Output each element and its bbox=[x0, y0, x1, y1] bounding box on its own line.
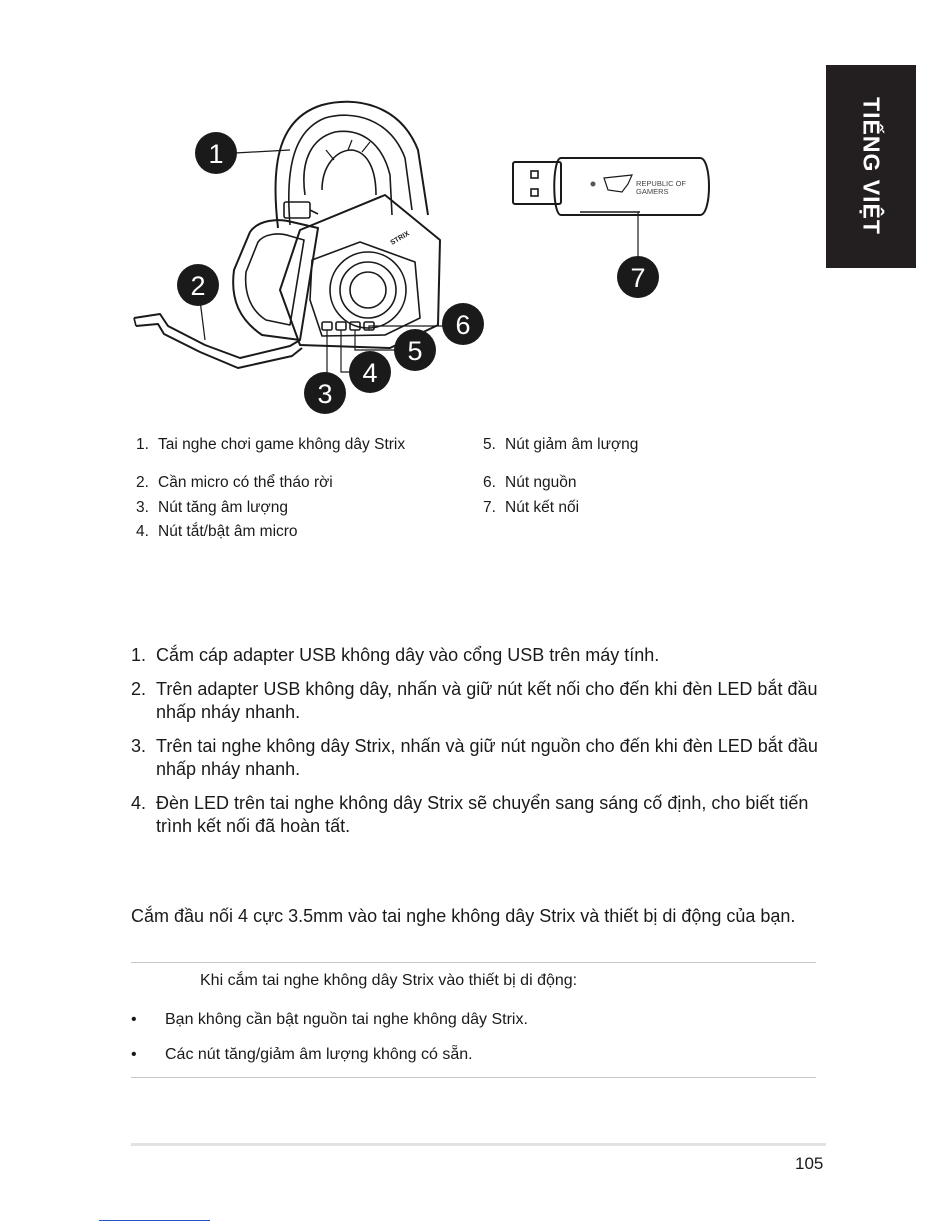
legend-text: Nút tắt/bật âm micro bbox=[158, 523, 298, 540]
footer-link-underline bbox=[99, 1220, 210, 1221]
footer-divider bbox=[131, 1143, 826, 1146]
note-bullet bbox=[131, 1046, 473, 1064]
step-number: 2. bbox=[131, 679, 147, 699]
step-text: Cắm cáp adapter USB không dây vào cổng USB trên máy tính. bbox=[156, 645, 660, 665]
step-number: 4. bbox=[131, 793, 147, 813]
legend-text: Nút giảm âm lượng bbox=[505, 436, 639, 453]
step-item bbox=[131, 792, 821, 838]
headset-brand-text: STRIX bbox=[389, 230, 411, 247]
step-number: 1. bbox=[131, 645, 147, 665]
callout-4-label: 4 bbox=[362, 358, 378, 388]
step-text: Trên adapter USB không dây, nhấn và giữ nút kết nối cho đến khi đèn LED bắt đầu nhấp nháy nhanh. bbox=[156, 679, 818, 722]
callout-2-label: 2 bbox=[190, 271, 206, 301]
step-item bbox=[131, 735, 821, 781]
headset-drawing bbox=[134, 102, 440, 368]
bullet-dot: • bbox=[131, 1046, 137, 1063]
step-item bbox=[131, 644, 821, 667]
callout-1-label: 1 bbox=[208, 139, 224, 169]
legend-text: Nút nguồn bbox=[505, 474, 577, 491]
callout-2-marker bbox=[177, 264, 219, 306]
note-title: Khi cắm tai nghe không dây Strix vào thiết bị di động: bbox=[200, 972, 578, 989]
callout-1-marker bbox=[195, 132, 237, 174]
legend-item bbox=[136, 523, 298, 541]
callout-7-label: 7 bbox=[630, 263, 646, 293]
legend-number: 1. bbox=[136, 436, 149, 453]
callout-3-label: 3 bbox=[317, 379, 333, 409]
note-bullet-text: Các nút tăng/giảm âm lượng không có sẵn. bbox=[165, 1046, 473, 1063]
step-text: Trên tai nghe không dây Strix, nhấn và giữ nút nguồn cho đến khi đèn LED bắt đầu nhấp nháy nhanh. bbox=[156, 736, 818, 779]
legend-number: 4. bbox=[136, 523, 149, 540]
note-top-divider bbox=[131, 962, 816, 963]
note-bottom-divider bbox=[131, 1077, 816, 1078]
callout-6-marker bbox=[442, 303, 484, 345]
legend-item bbox=[483, 499, 579, 517]
legend-text: Nút kết nối bbox=[505, 499, 580, 516]
callout-5-label: 5 bbox=[407, 336, 423, 366]
bullet-dot: • bbox=[131, 1011, 137, 1028]
dongle-logo-line-1: REPUBLIC OF bbox=[636, 179, 687, 188]
legend-number: 7. bbox=[483, 499, 496, 516]
legend-item bbox=[483, 474, 577, 492]
legend-text: Tai nghe chơi game không dây Strix bbox=[158, 436, 406, 453]
callout-6-label: 6 bbox=[455, 310, 471, 340]
callout-7-marker bbox=[617, 256, 659, 298]
note-bullet-text: Bạn không cần bật nguồn tai nghe không dây Strix. bbox=[165, 1011, 528, 1028]
legend-number: 6. bbox=[483, 474, 496, 491]
language-tab-label: TIẾNG VIỆT bbox=[858, 97, 885, 235]
dongle-logo-line-2: GAMERS bbox=[636, 187, 669, 196]
legend-text: Nút tăng âm lượng bbox=[158, 499, 288, 516]
page-number: 105 bbox=[795, 1154, 824, 1173]
legend-text: Cần micro có thể tháo rời bbox=[158, 474, 333, 491]
callout-5-marker bbox=[394, 329, 436, 371]
legend-number: 3. bbox=[136, 499, 149, 516]
callout-4-marker bbox=[349, 351, 391, 393]
wired-instruction: Cắm đầu nối 4 cực 3.5mm vào tai nghe không dây Strix và thiết bị di động của bạn. bbox=[131, 906, 796, 926]
step-item bbox=[131, 678, 821, 724]
legend-item bbox=[136, 474, 333, 492]
legend-item bbox=[136, 436, 405, 454]
legend-number: 5. bbox=[483, 436, 496, 453]
note-bullet bbox=[131, 1011, 528, 1029]
callout-3-marker bbox=[304, 372, 346, 414]
legend-item bbox=[483, 436, 638, 454]
legend-item bbox=[136, 499, 288, 517]
pairing-steps bbox=[131, 644, 821, 849]
legend-number: 2. bbox=[136, 474, 149, 491]
step-number: 3. bbox=[131, 736, 147, 756]
product-illustration bbox=[0, 0, 950, 430]
step-text: Đèn LED trên tai nghe không dây Strix sẽ chuyển sang sáng cố định, cho biết tiến trình kết nối đã hoàn tất. bbox=[156, 793, 809, 836]
